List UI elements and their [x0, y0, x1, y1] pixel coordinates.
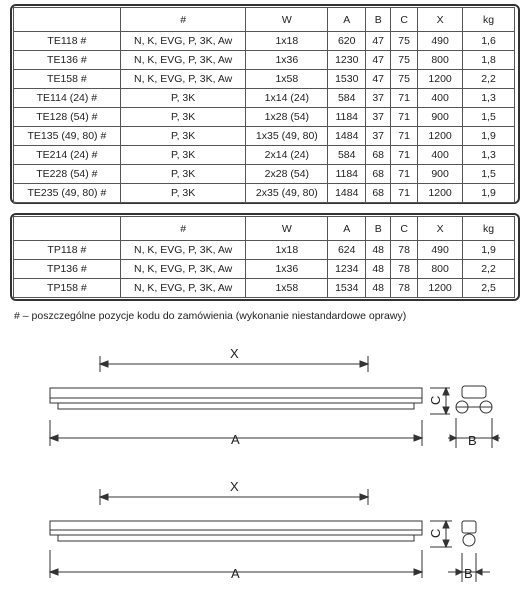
- table-cell: 71: [391, 146, 418, 165]
- table-cell: 1x28 (54): [246, 108, 328, 127]
- table-cell: 1200: [418, 279, 463, 298]
- table-cell: 800: [418, 51, 463, 70]
- table-cell: TP118 #: [14, 241, 121, 260]
- table-cell: 400: [418, 146, 463, 165]
- table-cell: N, K, EVG, P, 3K, Aw: [120, 32, 246, 51]
- table-cell: 75: [391, 51, 418, 70]
- table-cell: 620: [328, 32, 366, 51]
- table-cell: 1x18: [246, 241, 328, 260]
- table-cell: 48: [366, 279, 391, 298]
- col-header: B: [366, 8, 391, 32]
- table-cell: 1,3: [463, 89, 515, 108]
- table-cell: 624: [328, 241, 366, 260]
- dim-label-a: A: [231, 566, 240, 581]
- fixture-body-2: [50, 521, 422, 535]
- table-cell: P, 3K: [120, 108, 246, 127]
- table-cell: 78: [391, 241, 418, 260]
- table-cell: 78: [391, 260, 418, 279]
- fixture-tube-1: [58, 403, 414, 409]
- table-cell: 1534: [328, 279, 366, 298]
- col-header: X: [418, 217, 463, 241]
- table-cell: 1200: [418, 127, 463, 146]
- table-cell: 1234: [328, 260, 366, 279]
- table-cell: 1x58: [246, 279, 328, 298]
- dim-label-x: X: [230, 346, 239, 361]
- table-cell: 2,2: [463, 260, 515, 279]
- table-cell: 68: [366, 165, 391, 184]
- table-cell: 1x18: [246, 32, 328, 51]
- col-header: C: [391, 217, 418, 241]
- table-cell: P, 3K: [120, 89, 246, 108]
- table-cell: 1200: [418, 184, 463, 203]
- table-cell: 800: [418, 260, 463, 279]
- table-cell: 1x36: [246, 51, 328, 70]
- table-cell: 1,8: [463, 51, 515, 70]
- table-cell: 75: [391, 70, 418, 89]
- table-cell: 71: [391, 89, 418, 108]
- table-cell: 47: [366, 70, 391, 89]
- table-cell: TE214 (24) #: [14, 146, 121, 165]
- table-cell: 584: [328, 89, 366, 108]
- table-cell: N, K, EVG, P, 3K, Aw: [120, 70, 246, 89]
- table-cell: 1484: [328, 127, 366, 146]
- table-cell: P, 3K: [120, 165, 246, 184]
- table-cell: 2x28 (54): [246, 165, 328, 184]
- tube-section-icon: [463, 534, 475, 546]
- table-cell: 900: [418, 108, 463, 127]
- table-cell: 1x36: [246, 260, 328, 279]
- table-cell: N, K, EVG, P, 3K, Aw: [120, 279, 246, 298]
- table-cell: 37: [366, 127, 391, 146]
- table-cell: 71: [391, 184, 418, 203]
- table-cell: 2x14 (24): [246, 146, 328, 165]
- table-cell: 1x14 (24): [246, 89, 328, 108]
- table-cell: P, 3K: [120, 127, 246, 146]
- fixture-body-1: [50, 388, 422, 403]
- table-cell: 1,6: [463, 32, 515, 51]
- table-cell: 71: [391, 108, 418, 127]
- table-cell: 1184: [328, 165, 366, 184]
- table-cell: 490: [418, 241, 463, 260]
- table-cell: TE128 (54) #: [14, 108, 121, 127]
- col-header: A: [328, 217, 366, 241]
- dim-label-b: B: [468, 433, 477, 448]
- table-cell: TE114 (24) #: [14, 89, 121, 108]
- order-note: # – poszczególne pozycje kodu do zamówienia (wykonanie niestandardowe oprawy): [14, 310, 407, 322]
- table-cell: TE158 #: [14, 70, 121, 89]
- col-header: #: [120, 217, 246, 241]
- table-cell: 1484: [328, 184, 366, 203]
- table-cell: 48: [366, 241, 391, 260]
- dim-label-x: X: [230, 479, 239, 494]
- col-header: kg: [463, 8, 515, 32]
- table-cell: 2,5: [463, 279, 515, 298]
- section-profile-2: [462, 521, 476, 533]
- table-cell: 1,3: [463, 146, 515, 165]
- table-cell: 1530: [328, 70, 366, 89]
- table-cell: N, K, EVG, P, 3K, Aw: [120, 241, 246, 260]
- col-header: W: [246, 217, 328, 241]
- table-cell: TP136 #: [14, 260, 121, 279]
- fixture-tube-2: [58, 535, 414, 541]
- table-cell: 37: [366, 89, 391, 108]
- table-cell: 1184: [328, 108, 366, 127]
- col-header: kg: [463, 217, 515, 241]
- table-cell: 75: [391, 32, 418, 51]
- dim-label-c: C: [428, 528, 443, 538]
- dim-label-a: A: [231, 432, 240, 447]
- table-cell: TE118 #: [14, 32, 121, 51]
- col-header: B: [366, 217, 391, 241]
- table-cell: 48: [366, 260, 391, 279]
- table-cell: 1x35 (49, 80): [246, 127, 328, 146]
- table-cell: 2x35 (49, 80): [246, 184, 328, 203]
- table-cell: TE135 (49, 80) #: [14, 127, 121, 146]
- table-cell: 68: [366, 146, 391, 165]
- table-cell: 37: [366, 108, 391, 127]
- table-cell: P, 3K: [120, 146, 246, 165]
- table-cell: 584: [328, 146, 366, 165]
- col-header: C: [391, 8, 418, 32]
- col-header: A: [328, 8, 366, 32]
- table-cell: N, K, EVG, P, 3K, Aw: [120, 51, 246, 70]
- table-cell: 490: [418, 32, 463, 51]
- table-cell: N, K, EVG, P, 3K, Aw: [120, 260, 246, 279]
- table-cell: 47: [366, 32, 391, 51]
- table-cell: 68: [366, 184, 391, 203]
- col-header: #: [120, 8, 246, 32]
- dim-label-b: B: [464, 566, 473, 581]
- table-cell: 47: [366, 51, 391, 70]
- table-cell: 1200: [418, 70, 463, 89]
- table-cell: 2,2: [463, 70, 515, 89]
- section-profile-1: [462, 386, 486, 398]
- table-cell: 900: [418, 165, 463, 184]
- table-cell: 1,9: [463, 127, 515, 146]
- table-cell: 1,9: [463, 184, 515, 203]
- table-cell: 78: [391, 279, 418, 298]
- table-cell: 1,5: [463, 165, 515, 184]
- col-header: X: [418, 8, 463, 32]
- table-cell: 1,9: [463, 241, 515, 260]
- dim-label-c: C: [428, 395, 443, 405]
- table-cell: P, 3K: [120, 184, 246, 203]
- table-cell: 71: [391, 165, 418, 184]
- table-cell: 71: [391, 127, 418, 146]
- table-cell: TP158 #: [14, 279, 121, 298]
- table-cell: TE235 (49, 80) #: [14, 184, 121, 203]
- table-cell: 1x58: [246, 70, 328, 89]
- table-cell: 1230: [328, 51, 366, 70]
- table-cell: 400: [418, 89, 463, 108]
- col-header: W: [246, 8, 328, 32]
- table-cell: TE228 (54) #: [14, 165, 121, 184]
- table-cell: TE136 #: [14, 51, 121, 70]
- table-cell: 1,5: [463, 108, 515, 127]
